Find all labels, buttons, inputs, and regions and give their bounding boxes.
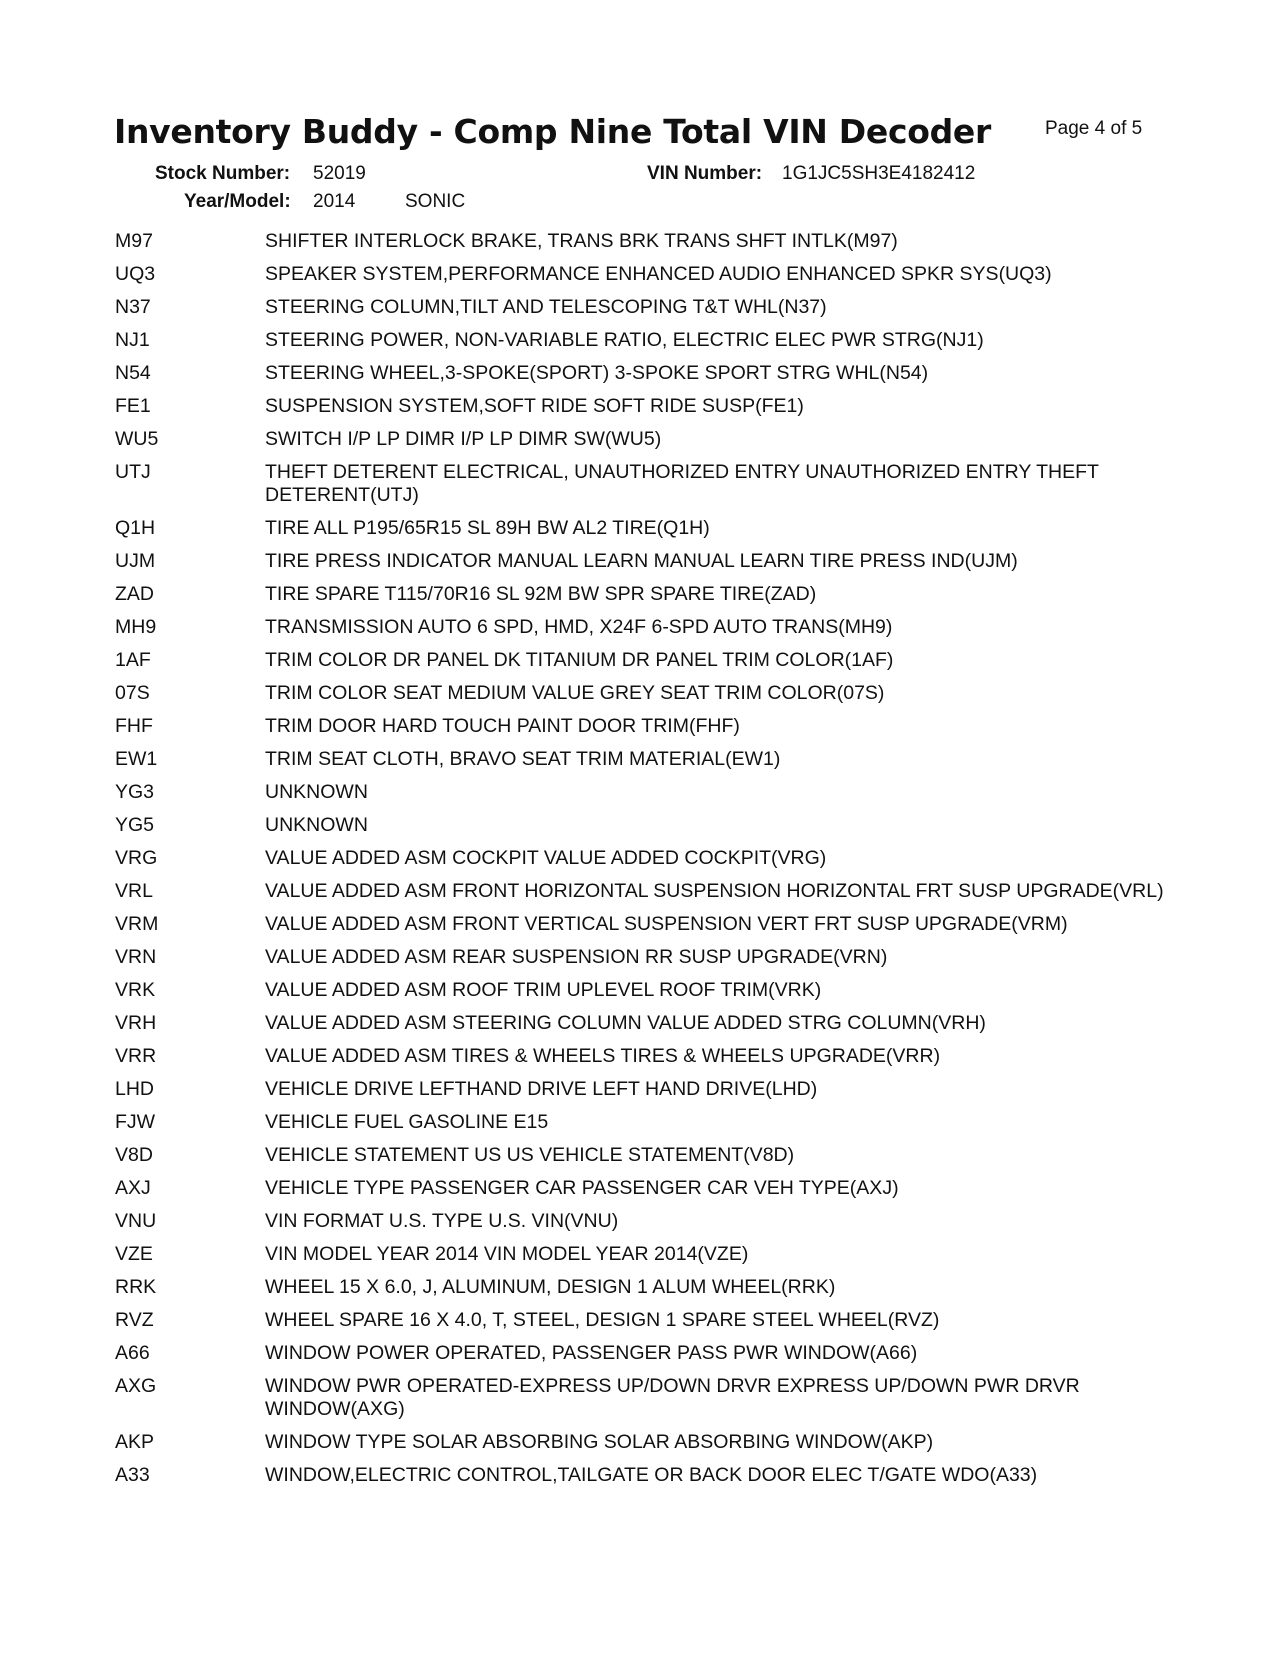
option-code: WU5	[115, 428, 159, 450]
option-code: VRR	[115, 1045, 157, 1067]
option-code: FHF	[115, 715, 153, 737]
option-row	[115, 847, 1175, 870]
option-description: VEHICLE STATEMENT US US VEHICLE STATEMENT(V8D)	[265, 1144, 795, 1166]
option-code: MH9	[115, 616, 157, 638]
option-row	[115, 550, 1175, 573]
option-code: AKP	[115, 1431, 155, 1453]
option-description: VEHICLE FUEL GASOLINE E15	[265, 1111, 549, 1133]
option-row	[115, 1276, 1175, 1299]
option-code: YG5	[115, 814, 155, 836]
option-description: WHEEL SPARE 16 X 4.0, T, STEEL, DESIGN 1 SPARE STEEL WHEEL(RVZ)	[265, 1309, 940, 1331]
option-code: VRL	[115, 880, 153, 902]
option-row	[115, 1177, 1175, 1200]
option-code: VNU	[115, 1210, 157, 1232]
option-description: WHEEL 15 X 6.0, J, ALUMINUM, DESIGN 1 ALUM WHEEL(RRK)	[265, 1276, 836, 1298]
stock-number-value: 52019	[313, 163, 366, 184]
option-row	[115, 583, 1175, 606]
option-code: 07S	[115, 682, 150, 704]
option-code: AXG	[115, 1375, 157, 1397]
option-code: RRK	[115, 1276, 157, 1298]
option-code: FJW	[115, 1111, 156, 1133]
option-row	[115, 946, 1175, 969]
option-row	[115, 1431, 1175, 1454]
option-description: STEERING COLUMN,TILT AND TELESCOPING T&T WHL(N37)	[265, 296, 827, 318]
vin-number-label-text: VIN Number:	[647, 163, 763, 184]
option-description: VALUE ADDED ASM STEERING COLUMN VALUE ADDED STRG COLUMN(VRH)	[265, 1012, 986, 1034]
option-code: N54	[115, 362, 151, 384]
option-row	[115, 715, 1175, 738]
option-description: VALUE ADDED ASM COCKPIT VALUE ADDED COCKPIT(VRG)	[265, 847, 827, 869]
option-code: Q1H	[115, 517, 156, 539]
option-row	[115, 1078, 1175, 1101]
stock-number-label-text: Stock Number:	[155, 163, 291, 184]
option-row	[115, 1243, 1175, 1266]
option-row	[115, 748, 1175, 771]
option-row	[115, 1309, 1175, 1332]
option-description: VEHICLE DRIVE LEFTHAND DRIVE LEFT HAND DRIVE(LHD)	[265, 1078, 818, 1100]
option-description: SWITCH I/P LP DIMR I/P LP DIMR SW(WU5)	[265, 428, 662, 450]
option-code: AXJ	[115, 1177, 151, 1199]
option-description: VIN MODEL YEAR 2014 VIN MODEL YEAR 2014(VZE)	[265, 1243, 749, 1265]
option-code: VZE	[115, 1243, 153, 1265]
option-description: SUSPENSION SYSTEM,SOFT RIDE SOFT RIDE SUSP(FE1)	[265, 395, 804, 417]
option-description: VALUE ADDED ASM ROOF TRIM UPLEVEL ROOF TRIM(VRK)	[265, 979, 822, 1001]
option-row	[115, 880, 1175, 903]
option-description: VIN FORMAT U.S. TYPE U.S. VIN(VNU)	[265, 1210, 619, 1232]
option-code: LHD	[115, 1078, 155, 1100]
option-description: TRANSMISSION AUTO 6 SPD, HMD, X24F 6-SPD AUTO TRANS(MH9)	[265, 616, 893, 638]
option-description: STEERING WHEEL,3-SPOKE(SPORT) 3-SPOKE SPORT STRG WHL(N54)	[265, 362, 929, 384]
option-row	[115, 395, 1175, 418]
option-description: UNKNOWN	[265, 814, 368, 836]
option-code: V8D	[115, 1144, 153, 1166]
option-code: YG3	[115, 781, 155, 803]
page-number: Page 4 of 5	[1045, 118, 1143, 139]
option-row	[115, 362, 1175, 385]
option-description: SPEAKER SYSTEM,PERFORMANCE ENHANCED AUDIO ENHANCED SPKR SYS(UQ3)	[265, 263, 1052, 285]
option-row	[115, 814, 1175, 837]
option-description: SHIFTER INTERLOCK BRAKE, TRANS BRK TRANS SHFT INTLK(M97)	[265, 230, 898, 252]
option-code: UJM	[115, 550, 156, 572]
option-description: TIRE PRESS INDICATOR MANUAL LEARN MANUAL LEARN TIRE PRESS IND(UJM)	[265, 550, 1018, 572]
option-code: NJ1	[115, 329, 150, 351]
option-code: FE1	[115, 395, 151, 417]
option-description: WINDOW TYPE SOLAR ABSORBING SOLAR ABSORBING WINDOW(AKP)	[265, 1431, 934, 1453]
option-code: VRK	[115, 979, 156, 1001]
option-code: VRM	[115, 913, 159, 935]
option-code: EW1	[115, 748, 158, 770]
model-value: SONIC	[405, 191, 466, 212]
option-description: TIRE ALL P195/65R15 SL 89H BW AL2 TIRE(Q1H)	[265, 517, 710, 539]
option-description: WINDOW,ELECTRIC CONTROL,TAILGATE OR BACK DOOR ELEC T/GATE WDO(A33)	[265, 1464, 1038, 1486]
option-code: ZAD	[115, 583, 154, 605]
option-code: VRN	[115, 946, 157, 968]
option-row	[115, 979, 1175, 1002]
option-row	[115, 1342, 1175, 1365]
option-description: TRIM COLOR DR PANEL DK TITANIUM DR PANEL TRIM COLOR(1AF)	[265, 649, 894, 671]
option-code: A66	[115, 1342, 150, 1364]
option-row	[115, 428, 1175, 451]
option-code: A33	[115, 1464, 150, 1486]
option-row	[115, 230, 1175, 253]
stock-number-label	[155, 163, 290, 185]
option-code: RVZ	[115, 1309, 154, 1331]
option-row	[115, 517, 1175, 540]
option-description: TRIM COLOR SEAT MEDIUM VALUE GREY SEAT TRIM COLOR(07S)	[265, 682, 885, 704]
option-description: TRIM DOOR HARD TOUCH PAINT DOOR TRIM(FHF)	[265, 715, 740, 737]
option-code: VRH	[115, 1012, 157, 1034]
option-row	[115, 1464, 1175, 1487]
option-row	[115, 263, 1175, 286]
option-code-list	[115, 230, 1175, 1497]
option-description: VALUE ADDED ASM REAR SUSPENSION RR SUSP UPGRADE(VRN)	[265, 946, 888, 968]
option-code: UQ3	[115, 263, 156, 285]
option-description: TIRE SPARE T115/70R16 SL 92M BW SPR SPARE TIRE(ZAD)	[265, 583, 817, 605]
option-description: VALUE ADDED ASM FRONT VERTICAL SUSPENSION VERT FRT SUSP UPGRADE(VRM)	[265, 913, 1068, 935]
option-description: UNKNOWN	[265, 781, 368, 803]
option-description: TRIM SEAT CLOTH, BRAVO SEAT TRIM MATERIAL(EW1)	[265, 748, 781, 770]
option-row	[115, 296, 1175, 319]
year-model-label	[184, 191, 291, 213]
option-row	[115, 913, 1175, 936]
option-description: WINDOW POWER OPERATED, PASSENGER PASS PWR WINDOW(A66)	[265, 1342, 918, 1364]
year-model-label-text: Year/Model:	[184, 191, 291, 212]
option-code: UTJ	[115, 461, 151, 483]
option-row	[115, 1210, 1175, 1233]
option-row	[115, 781, 1175, 804]
option-description: VALUE ADDED ASM TIRES & WHEELS TIRES & WHEELS UPGRADE(VRR)	[265, 1045, 941, 1067]
option-description: VALUE ADDED ASM FRONT HORIZONTAL SUSPENSION HORIZONTAL FRT SUSP UPGRADE(VRL)	[265, 880, 1164, 902]
option-row	[115, 1144, 1175, 1167]
option-row	[115, 1045, 1175, 1068]
option-row	[115, 649, 1175, 672]
option-row	[115, 461, 1175, 507]
option-row	[115, 616, 1175, 639]
option-code: VRG	[115, 847, 158, 869]
option-code: M97	[115, 230, 153, 252]
option-row	[115, 1375, 1175, 1421]
option-row	[115, 1012, 1175, 1035]
option-description: VEHICLE TYPE PASSENGER CAR PASSENGER CAR VEH TYPE(AXJ)	[265, 1177, 899, 1199]
year-value: 2014	[313, 191, 356, 212]
option-row	[115, 329, 1175, 352]
option-description: WINDOW PWR OPERATED-EXPRESS UP/DOWN DRVR EXPRESS UP/DOWN PWR DRVR WINDOW(AXG)	[265, 1375, 1080, 1420]
option-row	[115, 682, 1175, 705]
vin-number-value: 1G1JC5SH3E4182412	[782, 163, 976, 184]
document-title: Inventory Buddy - Comp Nine Total VIN Decoder	[114, 112, 991, 151]
option-code: N37	[115, 296, 151, 318]
option-code: 1AF	[115, 649, 151, 671]
vin-number-label	[647, 163, 762, 185]
option-row	[115, 1111, 1175, 1134]
option-description: THEFT DETERENT ELECTRICAL, UNAUTHORIZED ENTRY UNAUTHORIZED ENTRY THEFT DETERENT(UTJ)	[265, 461, 1099, 506]
option-description: STEERING POWER, NON-VARIABLE RATIO, ELECTRIC ELEC PWR STRG(NJ1)	[265, 329, 984, 351]
